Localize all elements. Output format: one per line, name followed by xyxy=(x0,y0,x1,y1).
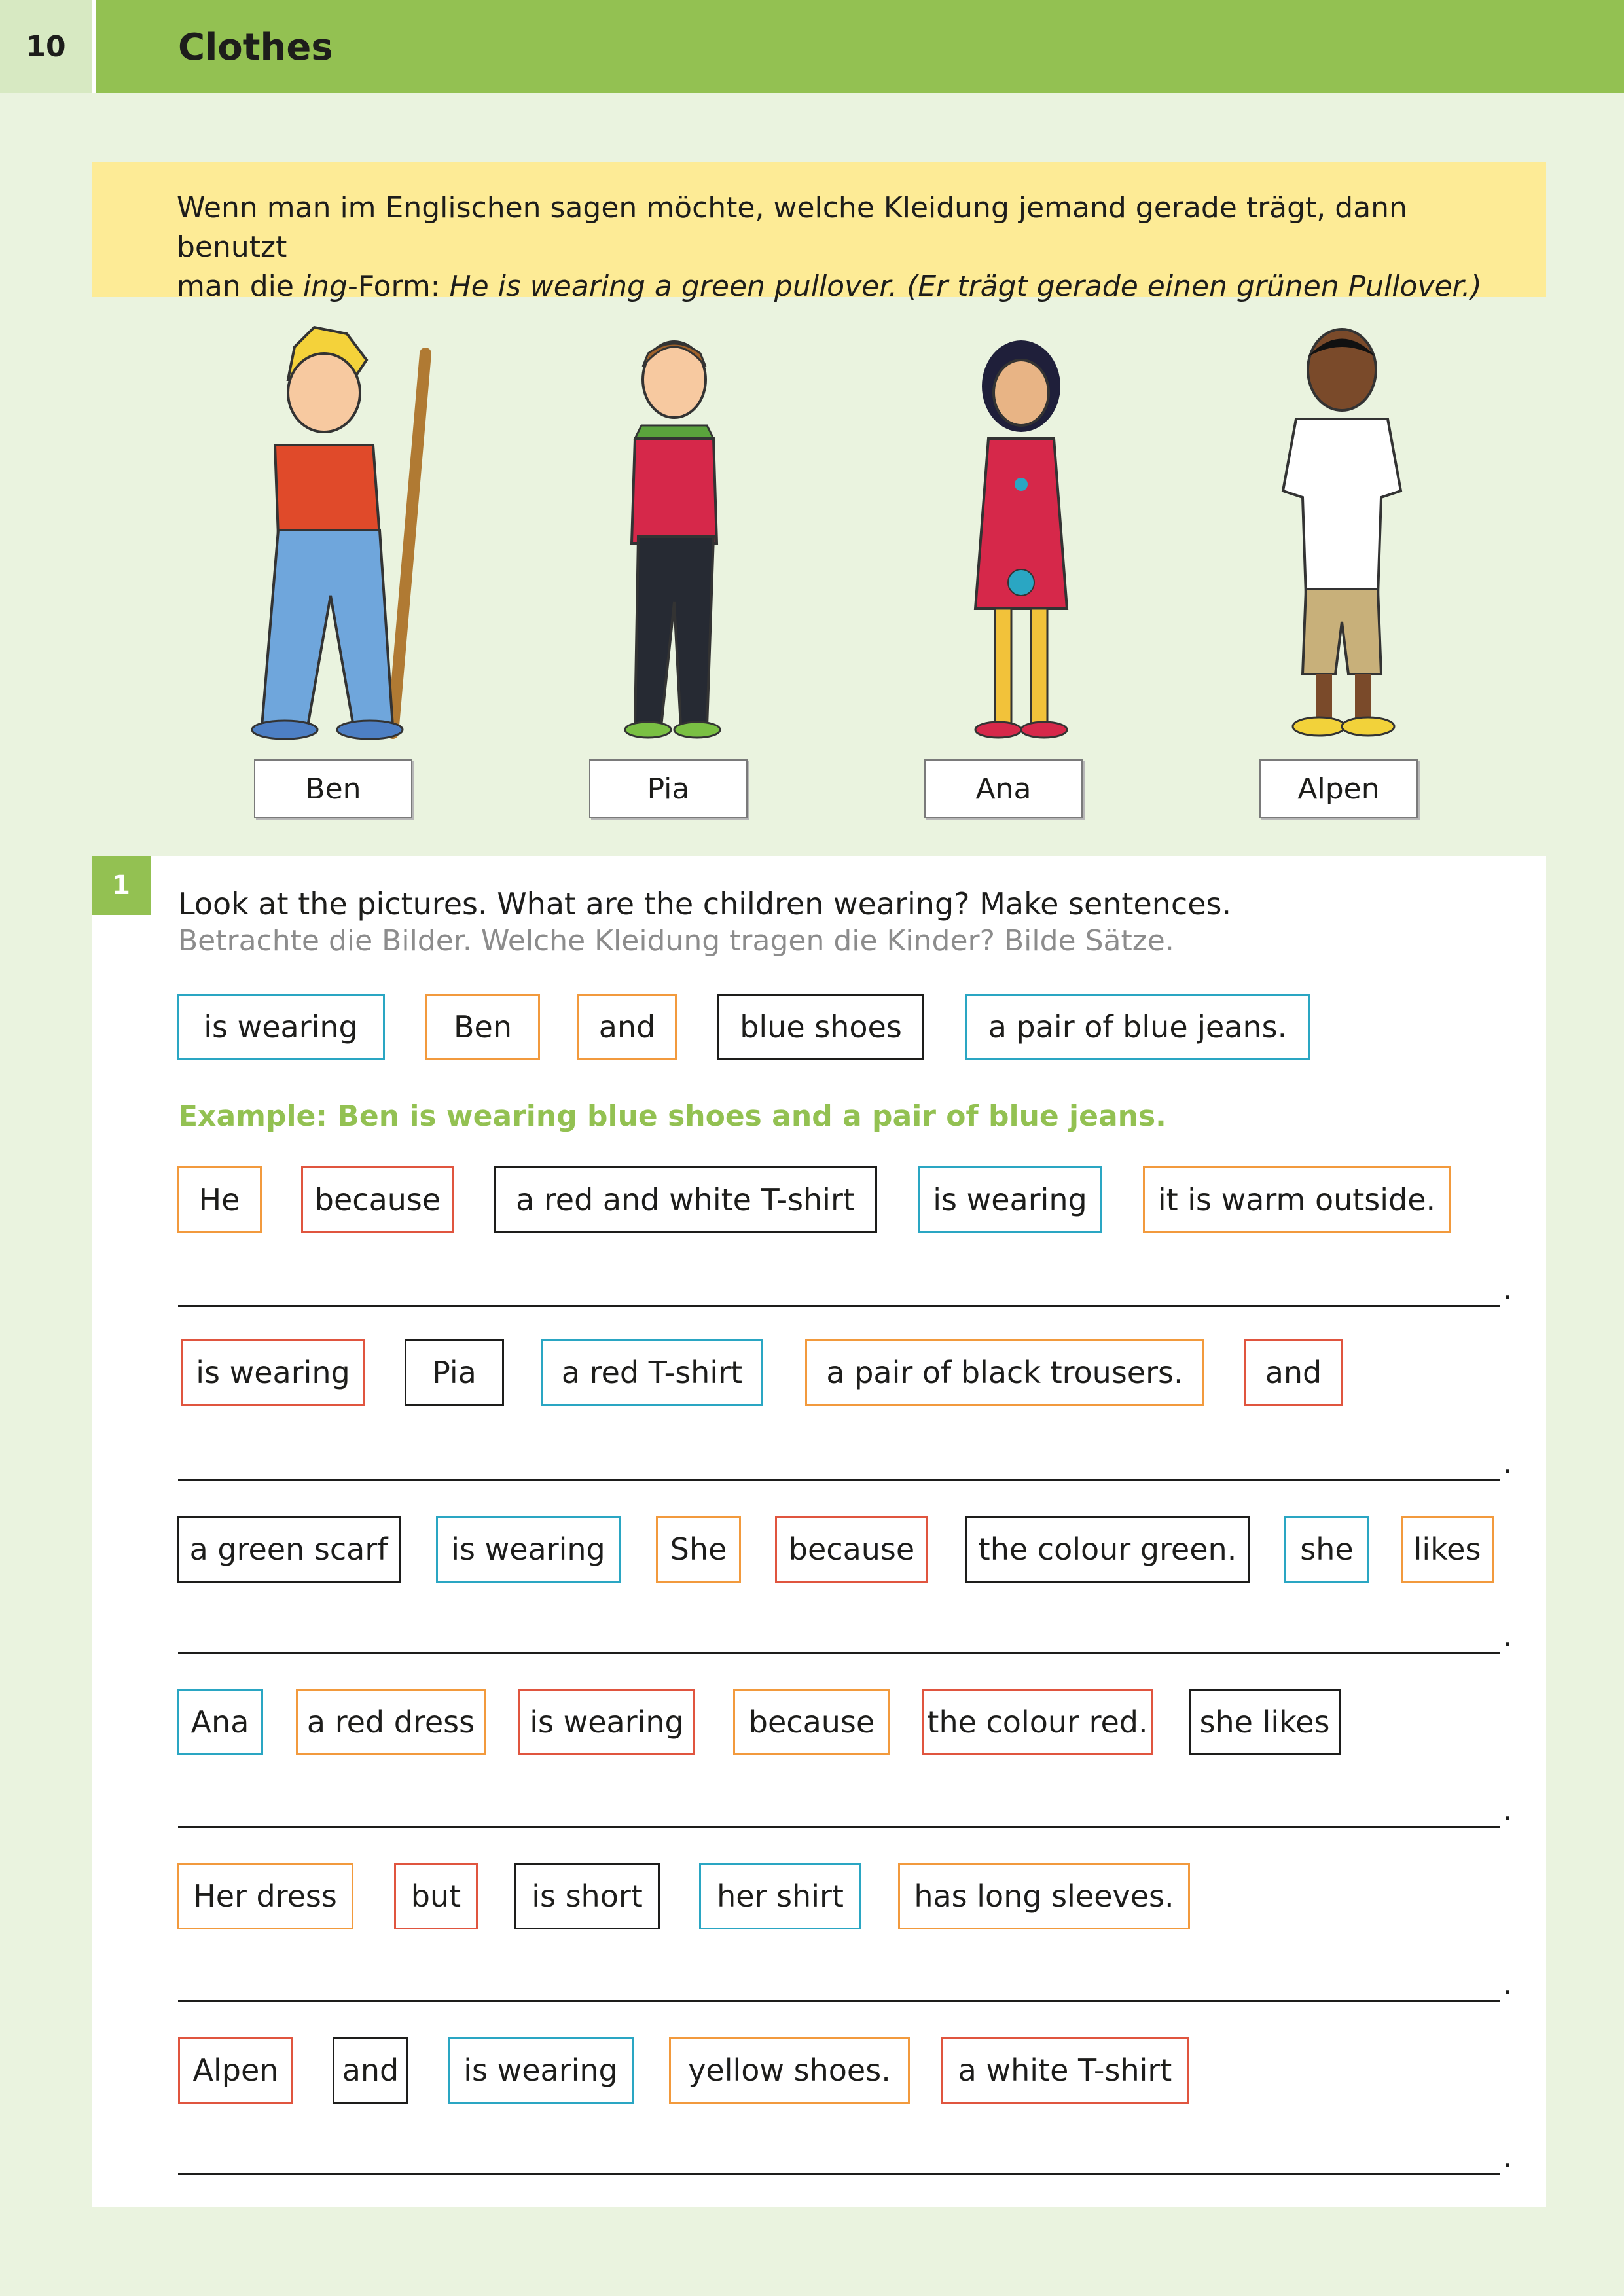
word-chip[interactable]: Her dress xyxy=(177,1863,353,1929)
instruction-german: Betrachte die Bilder. Welche Kleidung tragen die Kinder? Bilde Sätze. xyxy=(178,924,1174,958)
ben-illustration xyxy=(216,321,452,740)
word-chip[interactable]: Alpen xyxy=(178,2037,293,2104)
word-chip[interactable]: Ben xyxy=(425,994,540,1060)
answer-line[interactable] xyxy=(178,1826,1500,1828)
info-example: He is wearing a green pullover. (Er trägt gerade einen grünen Pullover.) xyxy=(449,270,1482,303)
word-chip[interactable]: is wearing xyxy=(518,1689,695,1755)
info-line-2 xyxy=(177,267,1507,306)
line-end-period: . xyxy=(1503,1271,1513,1306)
ana-illustration xyxy=(936,334,1106,746)
line-end-period: . xyxy=(1503,1966,1513,2001)
word-chip[interactable]: She xyxy=(656,1516,741,1583)
name-tag-alpen: Alpen xyxy=(1259,759,1418,818)
word-chip[interactable]: likes xyxy=(1401,1516,1494,1583)
word-chip[interactable]: yellow shoes. xyxy=(669,2037,910,2104)
instruction-english: Look at the pictures. What are the children wearing? Make sentences. xyxy=(178,886,1232,922)
word-chip[interactable]: a pair of black trousers. xyxy=(805,1339,1204,1406)
word-chip[interactable]: a red and white T-shirt xyxy=(494,1166,877,1233)
word-chip[interactable]: He xyxy=(177,1166,262,1233)
word-chip[interactable]: a green scarf xyxy=(177,1516,401,1583)
word-chip[interactable]: Ana xyxy=(177,1689,263,1755)
word-chip[interactable]: because xyxy=(301,1166,454,1233)
answer-line[interactable] xyxy=(178,1652,1500,1654)
word-chip[interactable]: Pia xyxy=(405,1339,504,1406)
word-chip[interactable]: a red dress xyxy=(296,1689,486,1755)
word-chip[interactable]: she xyxy=(1284,1516,1369,1583)
name-tag-ben: Ben xyxy=(254,759,412,818)
word-chip[interactable]: she likes xyxy=(1189,1689,1341,1755)
word-chip[interactable]: has long sleeves. xyxy=(898,1863,1190,1929)
answer-line[interactable] xyxy=(178,2173,1500,2175)
word-chip[interactable]: because xyxy=(775,1516,928,1583)
word-chip[interactable]: and xyxy=(577,994,677,1060)
name-tag-pia: Pia xyxy=(589,759,748,818)
word-chip[interactable]: her shirt xyxy=(699,1863,861,1929)
info-ing: ing xyxy=(302,270,348,303)
pia-illustration xyxy=(589,327,759,746)
line-end-period: . xyxy=(1503,2139,1513,2174)
answer-line[interactable] xyxy=(178,2000,1500,2002)
word-chip[interactable]: is wearing xyxy=(448,2037,634,2104)
exercise-number: 1 xyxy=(92,856,151,915)
line-end-period: . xyxy=(1503,1618,1513,1653)
page-title: Clothes xyxy=(178,26,333,69)
word-chip[interactable]: it is warm outside. xyxy=(1143,1166,1451,1233)
answer-line[interactable] xyxy=(178,1305,1500,1307)
line-end-period: . xyxy=(1503,1792,1513,1827)
info-text: man die xyxy=(177,270,303,303)
word-chip[interactable]: a pair of blue jeans. xyxy=(965,994,1310,1060)
word-chip[interactable]: a red T-shirt xyxy=(541,1339,763,1406)
example-sentence: Example: Ben is wearing blue shoes and a pair of blue jeans. xyxy=(178,1100,1166,1133)
word-chip[interactable]: but xyxy=(394,1863,478,1929)
header-divider xyxy=(92,0,96,93)
name-tag-ana: Ana xyxy=(924,759,1083,818)
line-end-period: . xyxy=(1503,1445,1513,1480)
word-chip[interactable]: blue shoes xyxy=(717,994,924,1060)
word-chip[interactable]: is short xyxy=(514,1863,660,1929)
word-chip[interactable]: is wearing xyxy=(918,1166,1102,1233)
answer-line[interactable] xyxy=(178,1479,1500,1481)
alpen-illustration xyxy=(1257,321,1427,746)
word-chip[interactable]: and xyxy=(1244,1339,1343,1406)
word-chip[interactable]: is wearing xyxy=(436,1516,621,1583)
page-number: 10 xyxy=(0,0,92,93)
word-chip[interactable]: the colour green. xyxy=(965,1516,1250,1583)
grammar-info-box xyxy=(92,162,1546,303)
word-chip[interactable]: the colour red. xyxy=(922,1689,1153,1755)
word-chip[interactable]: and xyxy=(333,2037,408,2104)
word-chip[interactable]: is wearing xyxy=(181,1339,365,1406)
word-chip[interactable]: is wearing xyxy=(177,994,385,1060)
word-chip[interactable]: a white T-shirt xyxy=(941,2037,1189,2104)
info-line-1: Wenn man im Englischen sagen möchte, welche Kleidung jemand gerade trägt, dann benutzt xyxy=(177,191,1407,264)
word-chip[interactable]: because xyxy=(733,1689,890,1755)
info-text: -Form: xyxy=(347,270,450,303)
